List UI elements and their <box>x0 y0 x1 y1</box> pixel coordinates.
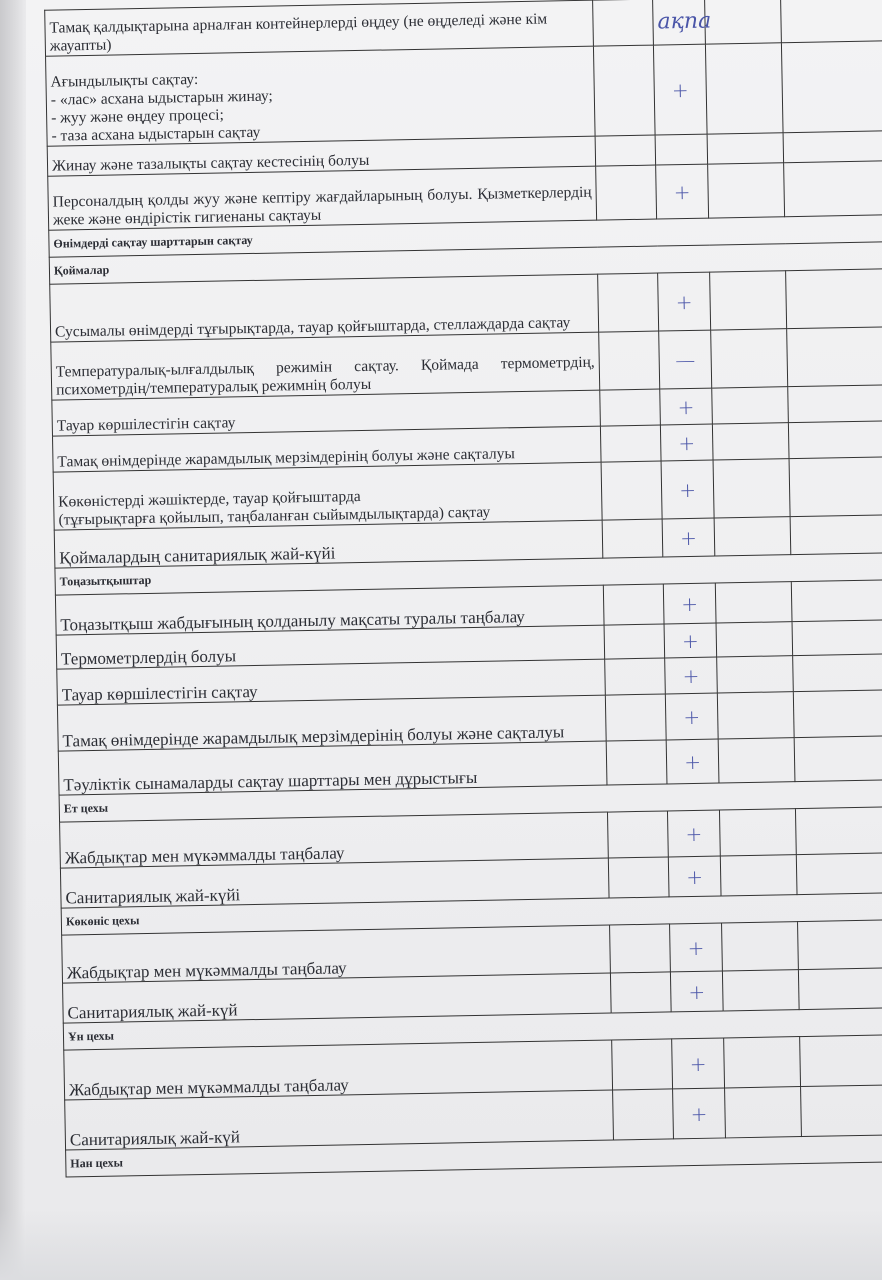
notes-cell <box>781 0 882 43</box>
check-cell-1 <box>595 135 656 166</box>
check-cell-1 <box>601 461 662 520</box>
requirement-text: Жабдықтар мен мүкәммалды таңбалау <box>64 1040 613 1100</box>
handwritten-mark: + <box>673 1088 726 1139</box>
check-cell-1 <box>599 331 660 390</box>
requirement-text: Жабдықтар мен мүкәммалды таңбалау <box>62 925 611 983</box>
handwritten-mark: ақпа <box>653 0 706 45</box>
notes-cell <box>789 457 882 517</box>
handwritten-mark: + <box>663 583 716 624</box>
handwritten-mark: + <box>665 657 718 694</box>
section-heading: Қоймалар <box>49 242 882 285</box>
checklist-area <box>30 0 882 1230</box>
handwritten-mark: + <box>661 460 714 519</box>
notes-cell <box>784 161 882 217</box>
check-cell-3 <box>717 656 794 693</box>
notes-cell <box>794 736 882 782</box>
check-cell-1 <box>593 45 655 136</box>
notes-cell <box>793 690 882 738</box>
check-cell-1 <box>603 584 664 625</box>
requirement-text: Жинау және тазалықты сақтау кестесінің болуы <box>47 136 595 176</box>
notes-cell <box>788 385 882 423</box>
check-cell-3 <box>712 423 789 460</box>
check-cell-1 <box>610 972 671 1013</box>
check-cell-3 <box>711 329 788 388</box>
notes-cell <box>800 1034 882 1086</box>
requirement-text: Ағындылықты сақтау: - «лас» асхана ыдыстарын жинау; - жуу және өңдеу процесі; - таза асхана ыдыстарын сақтау <box>46 46 596 146</box>
handwritten-mark: + <box>666 739 719 784</box>
check-cell-3 <box>716 622 793 657</box>
requirement-text: Тамақ өнімдерінде жарамдылық мерзімдерінің болуы және сақталуы <box>52 426 601 472</box>
check-cell-1 <box>605 658 666 695</box>
check-cell-3 <box>724 1037 801 1088</box>
notes-cell <box>791 580 882 622</box>
check-cell-1 <box>607 811 668 858</box>
notes-cell <box>786 269 882 329</box>
section-heading: Ет цехы <box>59 780 882 823</box>
requirement-text: Персоналдың қолды жуу және кептіру жағдайларының болуы. Қызметкерлердің жеке және өндірістік гигиенаны сақтауы <box>48 166 597 230</box>
requirement-text: Жабдықтар мен мүкәммалды таңбалау <box>60 812 609 868</box>
check-cell-3 <box>705 43 783 134</box>
check-cell-1 <box>593 0 654 46</box>
handwritten-mark: + <box>667 810 720 857</box>
handwritten-mark: + <box>664 623 717 658</box>
check-cell-3 <box>722 922 799 971</box>
requirement-text: Тамақ өнімдерінде жарамдылық мерзімдерінің болуы және сақталуы <box>57 695 606 751</box>
notes-cell <box>788 421 882 459</box>
requirement-text: Көкөністерді жәшіктерде, тауар қойғыштарда (тұғырықтарға қойылып, таңбаланған сыйымдылықтарда) сақтау <box>53 462 602 530</box>
check-cell-1 <box>604 624 665 659</box>
section-heading: Нан цехы <box>66 1134 882 1177</box>
page-bottom-shadow <box>0 1210 882 1280</box>
requirement-text: Тоңазытқыш жабдығының қолданылу мақсаты туралы таңбалау <box>55 585 604 635</box>
section-heading: Тоңазытқыштар <box>55 553 882 596</box>
handwritten-mark: + <box>670 923 723 972</box>
handwritten-mark: + <box>658 272 711 331</box>
handwritten-mark: + <box>660 388 713 425</box>
notes-cell <box>781 41 882 133</box>
check-cell-1 <box>600 425 661 462</box>
requirement-text: Санитариялық жай-күйі <box>60 858 609 908</box>
check-cell-3 <box>705 0 782 44</box>
notes-cell <box>798 967 882 1009</box>
requirement-text: Сусымалы өнімдерді тұғырықтарда, тауар қойғыштарда, стеллаждарда сақтау <box>50 274 599 342</box>
handwritten-mark: + <box>660 424 713 461</box>
section-heading: Ұн цехы <box>63 1007 882 1050</box>
check-cell-3 <box>725 1087 802 1138</box>
handwritten-mark: + <box>668 856 721 897</box>
notes-cell <box>793 654 882 692</box>
handwritten-mark: + <box>653 44 707 135</box>
check-cell-3 <box>718 738 795 783</box>
requirement-text: Санитариялық жай-күй <box>65 1090 614 1150</box>
check-cell-1 <box>600 389 661 426</box>
handwritten-mark: + <box>662 518 715 557</box>
check-cell-3 <box>722 970 799 1011</box>
handwritten-mark: + <box>656 164 709 219</box>
check-cell-3 <box>708 163 785 218</box>
check-cell-3 <box>707 133 784 164</box>
check-cell-1 <box>596 165 657 220</box>
requirement-text: Тауар көршілестігін сақтау <box>52 390 601 436</box>
notes-cell <box>796 853 882 895</box>
check-cell-1 <box>610 924 671 973</box>
check-cell-1 <box>612 1039 673 1090</box>
requirement-text: Тауар көршілестігін сақтау <box>57 659 606 705</box>
binding-edge <box>0 0 26 1280</box>
section-heading: Көкөніс цехы <box>61 893 882 936</box>
check-cell-3 <box>712 387 789 424</box>
handwritten-mark: — <box>659 330 712 389</box>
check-cell-3 <box>717 692 794 739</box>
check-cell-3 <box>710 271 787 330</box>
notes-cell <box>783 131 882 163</box>
requirement-text: Санитариялық жай-күй <box>63 973 612 1023</box>
check-cell-3 <box>715 582 792 623</box>
requirement-text: Тамақ қалдықтарына арналған контейнерлерді өңдеу (не өңделеді және кім жауапты) <box>45 0 594 56</box>
inspection-checklist-table <box>44 0 882 1178</box>
section-heading: Өнімдерді сақтау шарттарын сақтау <box>49 215 882 258</box>
check-cell-3 <box>714 517 791 556</box>
check-cell-1 <box>605 694 666 741</box>
check-cell-1 <box>608 857 669 898</box>
handwritten-mark <box>655 134 708 165</box>
requirement-text: Температуралық-ылғалдылық режимін сақтау. Қоймада термометрдің, психометрдің/температуралық режимнің болуы <box>51 332 600 400</box>
check-cell-3 <box>719 809 796 856</box>
notes-cell <box>795 807 882 855</box>
notes-cell <box>787 327 882 387</box>
handwritten-mark: + <box>670 971 723 1012</box>
requirement-text: Термометрлердің болуы <box>56 625 605 669</box>
check-cell-3 <box>720 855 797 896</box>
check-cell-3 <box>713 459 790 518</box>
requirement-text: Қоймалардың санитариялық жай-күйі <box>54 520 603 568</box>
notes-cell <box>792 620 882 656</box>
notes-cell <box>801 1084 882 1136</box>
handwritten-mark: + <box>665 693 718 740</box>
check-cell-1 <box>598 273 659 332</box>
table-row <box>46 41 882 147</box>
notes-cell <box>790 515 882 555</box>
check-cell-1 <box>606 740 667 785</box>
check-cell-1 <box>613 1089 674 1140</box>
requirement-text: Тәуліктік сынамаларды сақтау шарттары мен дұрыстығы <box>58 741 607 795</box>
check-cell-1 <box>602 519 663 558</box>
notes-cell <box>798 920 882 970</box>
handwritten-mark: + <box>672 1038 725 1089</box>
